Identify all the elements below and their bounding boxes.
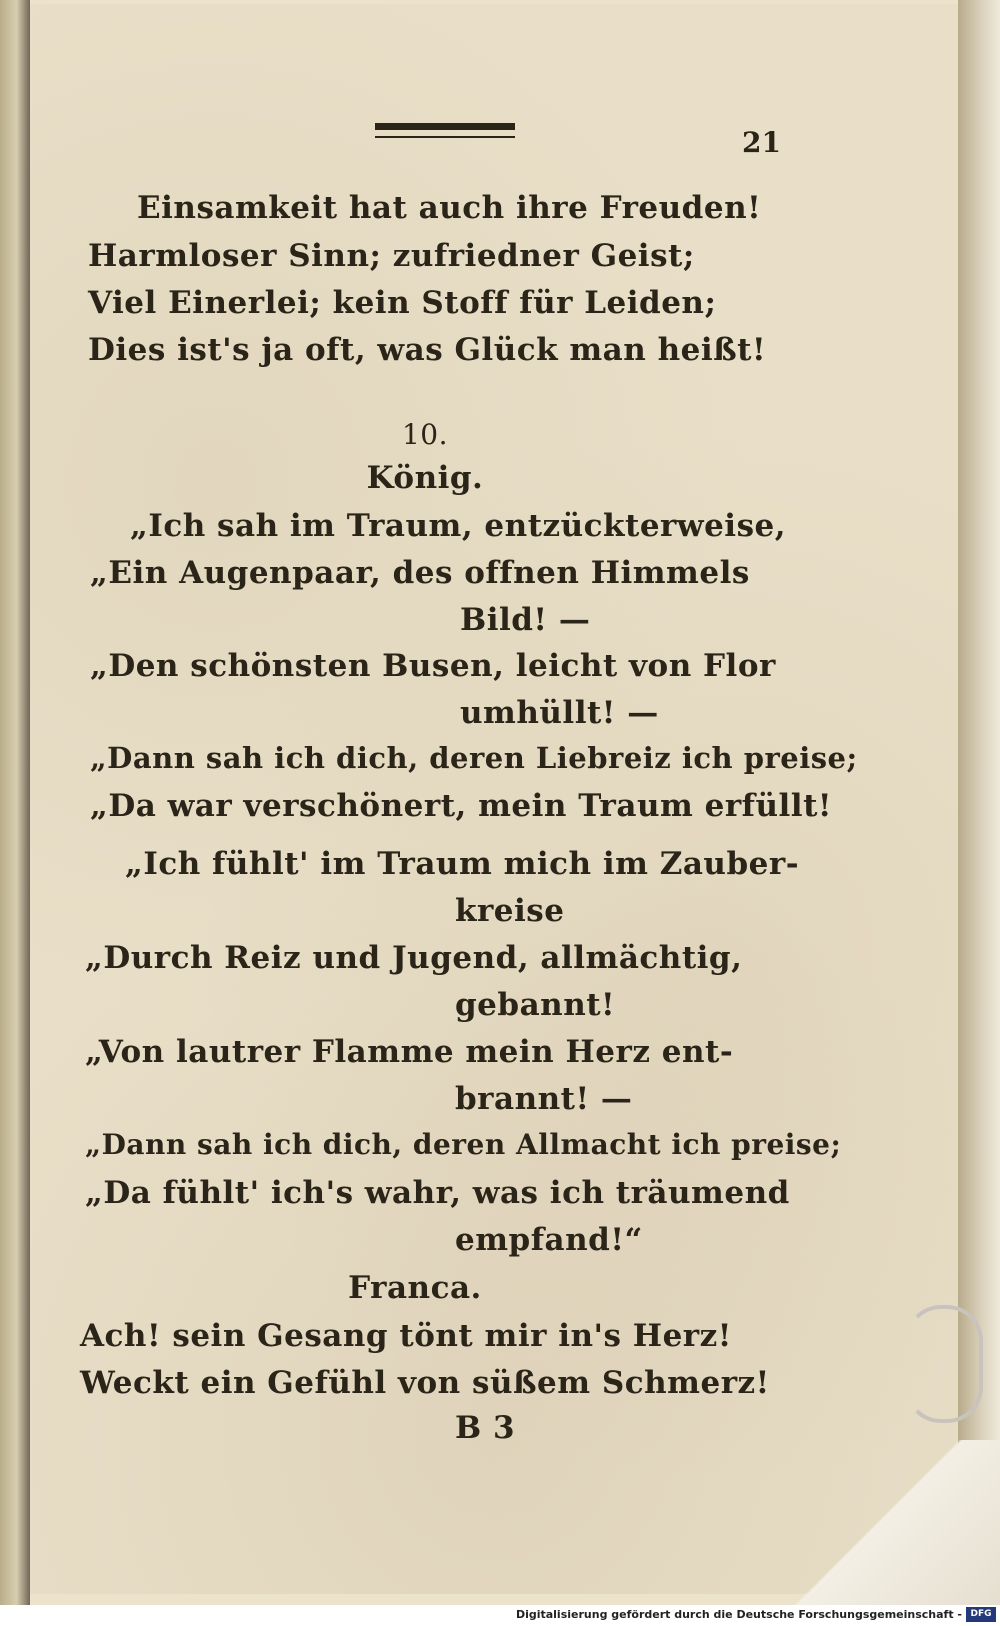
song-line: „Ich sah im Traum, entzückterweise, [130, 508, 787, 544]
stanza1-line: Einsamkeit hat auch ihre Freuden! [137, 190, 762, 226]
song-line: „Da fühlt' ich's wahr, was ich träumend [85, 1175, 790, 1211]
header-rule-thick [375, 123, 515, 130]
song-line: empfand!“ [455, 1222, 643, 1258]
song-line: brannt! — [455, 1081, 633, 1117]
speaker-franca: Franca. [348, 1270, 482, 1306]
song-line: „Durch Reiz und Jugend, allmächtig, [85, 940, 743, 976]
franca-line: Ach! sein Gesang tönt mir in's Herz! [80, 1318, 732, 1354]
song-line: „Da war verschönert, mein Traum erfüllt! [90, 788, 833, 824]
song-line: „Ein Augenpaar, des offnen Himmels [90, 555, 750, 591]
page-number: 21 [742, 126, 781, 159]
folded-corner [760, 1440, 1000, 1605]
song-line: Bild! — [460, 602, 591, 638]
song-line: umhüllt! — [460, 695, 659, 731]
song-line: „Ich fühlt' im Traum mich im Zauber- [125, 846, 800, 882]
song-line: „Von lautrer Flamme mein Herz ent- [85, 1034, 734, 1070]
song-line: „Dann sah ich dich, deren Liebreiz ich preise; [90, 741, 858, 775]
stanza1-line: Viel Einerlei; kein Stoff für Leiden; [88, 285, 717, 321]
section-number: 10. [401, 418, 449, 451]
stanza1-line: Dies ist's ja oft, was Glück man heißt! [88, 332, 767, 368]
facing-page-edge [0, 0, 30, 1605]
speaker-koenig: König. [366, 460, 484, 496]
song-line: gebannt! [455, 987, 616, 1023]
page-clip [905, 1305, 983, 1423]
digitization-footer [0, 1605, 1000, 1626]
song-line: „Dann sah ich dich, deren Allmacht ich preise; [85, 1128, 842, 1161]
header-rule-thin [375, 136, 515, 138]
stanza1-line: Harmloser Sinn; zufriedner Geist; [88, 238, 695, 274]
song-line: kreise [455, 893, 565, 929]
song-line: „Den schönsten Busen, leicht von Flor [90, 648, 776, 684]
signature-mark: B 3 [455, 1410, 516, 1446]
dfg-logo: DFG [966, 1607, 996, 1622]
funding-credit: Digitalisierung gefördert durch die Deutsche Forschungsgemeinschaft - [515, 1608, 962, 1621]
franca-line: Weckt ein Gefühl von süßem Schmerz! [80, 1365, 770, 1401]
